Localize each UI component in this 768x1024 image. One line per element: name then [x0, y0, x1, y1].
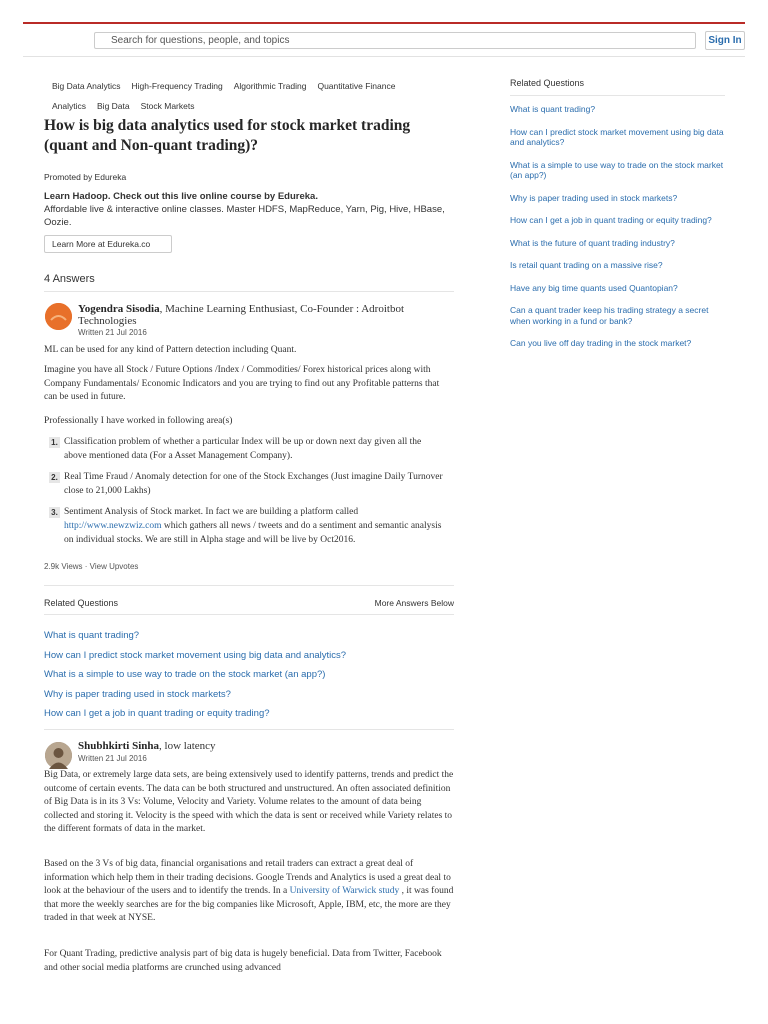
search-input[interactable]: [94, 32, 696, 49]
sign-in-button[interactable]: Sign In: [705, 31, 745, 50]
answer-date[interactable]: Written 21 Jul 2016: [78, 754, 147, 763]
related-question-link[interactable]: What is quant trading?: [44, 630, 140, 641]
answer-author: [78, 740, 448, 752]
list-item: [44, 506, 444, 547]
paragraph-text: Based on the 3 Vs of big data, financial organisations and retail traders can extract a great deal of information which help them in their trading decisions. Google Trends and Analytics is used a great deal to look at the behaviour of the users and to identify the trends. In a: [44, 859, 451, 897]
answer-paragraph: Professionally I have worked in following area(s): [44, 416, 233, 426]
related-question-link[interactable]: How can I predict stock market movement using big data and analytics?: [44, 649, 347, 661]
sidebar-divider: [510, 95, 725, 96]
warwick-study-link[interactable]: University of Warwick study: [289, 886, 400, 897]
related-questions-header: [44, 598, 454, 608]
answer-list: [44, 436, 444, 555]
related-questions-title: Related Questions: [44, 598, 119, 608]
divider: [44, 291, 454, 292]
list-text: Classification problem of whether a particular Index will be up or down next day given all the above mentioned data (For a Asset Management Company).: [64, 437, 422, 461]
sidebar-question-link[interactable]: How can I predict stock market movement using big data and analytics?: [510, 126, 724, 147]
topic-tag[interactable]: Big Data Analytics: [52, 81, 121, 91]
newzwiz-link[interactable]: http://www.newzwiz.com: [64, 520, 162, 531]
more-answers-below: More Answers Below: [374, 598, 454, 608]
sidebar-question-link[interactable]: What is a simple to use way to trade on the stock market (an app?): [510, 159, 724, 180]
topic-tag[interactable]: Big Data: [97, 101, 130, 111]
promo-learn-more-button[interactable]: Learn More at Edureka.co: [44, 235, 172, 253]
author-credential: , Machine Learning Enthusiast, Co-Founder : Adroitbot Technologies: [78, 303, 405, 327]
answer-paragraph: [44, 858, 454, 926]
answer-paragraph: For Quant Trading, predictive analysis part of big data is hugely beneficial. Data from Twitter, Facebook and other social media platforms are crunched using advanced: [44, 949, 442, 973]
promo-label: Promoted by Edureka: [44, 172, 127, 182]
list-number: 1.: [49, 437, 60, 448]
answer-paragraph: Imagine you have all Stock / Future Options /Index / Commodities/ Forex historical prices along with Company Fundamentals/ Economic Indicators and you are trying to find out any Profitable patterns that can be used in future.: [44, 365, 440, 403]
paragraph-text: , it was found that more the weekly searches are for the big companies like Microsoft, Apple, IBM, etc, the more are they traded in that week at NYSE.: [44, 886, 454, 924]
sidebar-question-link[interactable]: Can you live off day trading in the stock market?: [510, 338, 692, 348]
promo-title[interactable]: Learn Hadoop. Check out this live online course by Edureka.: [44, 191, 318, 202]
question-title: How is big data analytics used for stock market trading (quant and Non-quant trading)?: [44, 117, 411, 154]
author-name[interactable]: Yogendra Sisodia: [78, 303, 160, 315]
sidebar-question-link[interactable]: Why is paper trading used in stock markets?: [510, 192, 678, 203]
sidebar-question-link[interactable]: Have any big time quants used Quantopian?: [510, 282, 678, 293]
list-item: [44, 436, 444, 463]
list-number: 3.: [49, 507, 60, 518]
promo-body: [44, 190, 454, 229]
avatar[interactable]: [45, 742, 72, 769]
topic-tag[interactable]: Analytics: [52, 101, 87, 111]
sidebar-question-link[interactable]: Can a quant trader keep his trading strategy a secret when working in a fund or bank?: [510, 305, 709, 326]
list-number: 2.: [49, 472, 60, 483]
answer-paragraph: ML can be used for any kind of Pattern detection including Quant.: [44, 345, 297, 355]
answer-stats[interactable]: 2.9k Views · View Upvotes: [44, 562, 139, 571]
related-question-link[interactable]: Why is paper trading used in stock markets?: [44, 688, 231, 700]
promo-description: Affordable live & interactive online classes. Master HDFS, MapReduce, Yarn, Pig, Hive, HBase, Oozie.: [44, 204, 445, 228]
divider: [44, 614, 454, 615]
avatar[interactable]: [45, 303, 72, 330]
divider: [44, 729, 454, 730]
topic-tag[interactable]: Stock Markets: [140, 101, 195, 111]
sidebar-question-link[interactable]: What is the future of quant trading industry?: [510, 237, 675, 248]
related-question-link[interactable]: What is a simple to use way to trade on the stock market (an app?): [44, 669, 326, 681]
author-name[interactable]: Shubhkirti Sinha: [78, 740, 160, 752]
avatar-image-icon: [45, 303, 72, 330]
answer-paragraph: Big Data, or extremely large data sets, are being extensively used to identify patterns, trends and predict the outcome of certain events. The data can be both structured and unstructured. An often associated definition of Big Data is in its 3 Vs: Volume, Velocity and Variety. Volume relates to the amount of data being collected and storing it. Velocity is the speed with which the data is sent or received while Variety relates to the different formats of data in the market.: [44, 770, 454, 835]
related-question-link[interactable]: How can I get a job in quant trading or equity trading?: [44, 708, 270, 720]
answer-count: 4 Answers: [44, 273, 95, 285]
sidebar-question-link[interactable]: How can I get a job in quant trading or equity trading?: [510, 215, 712, 225]
list-item: [44, 471, 444, 498]
avatar-image-icon: [45, 742, 72, 769]
sidebar-question-link[interactable]: Is retail quant trading on a massive rise?: [510, 260, 663, 270]
sidebar-question-link[interactable]: What is quant trading?: [510, 104, 596, 114]
answer-date[interactable]: Written 21 Jul 2016: [78, 328, 147, 337]
answer-author: [78, 303, 448, 327]
divider: [44, 585, 454, 586]
topic-tag[interactable]: Algorithmic Trading: [233, 81, 307, 91]
author-credential: , low latency: [159, 740, 216, 752]
sidebar-related-list: [510, 104, 725, 361]
topic-tags: [52, 76, 472, 116]
list-text: Sentiment Analysis of Stock market. In fact we are building a platform called: [64, 507, 359, 518]
list-text: which gathers all news / tweets and do a sentiment and semantic analysis on individual stocks. We are still in Alpha stage and will be live by Oct2016.: [64, 520, 442, 545]
topic-tag[interactable]: High-Frequency Trading: [131, 81, 223, 91]
related-questions-list: [44, 626, 454, 724]
topic-tag[interactable]: Quantitative Finance: [317, 81, 396, 91]
list-text: Real Time Fraud / Anomaly detection for one of the Stock Exchanges (Just imagine Daily Turnover close to 21,000 Lakhs): [64, 472, 443, 496]
sidebar-title: Related Questions: [510, 78, 585, 88]
